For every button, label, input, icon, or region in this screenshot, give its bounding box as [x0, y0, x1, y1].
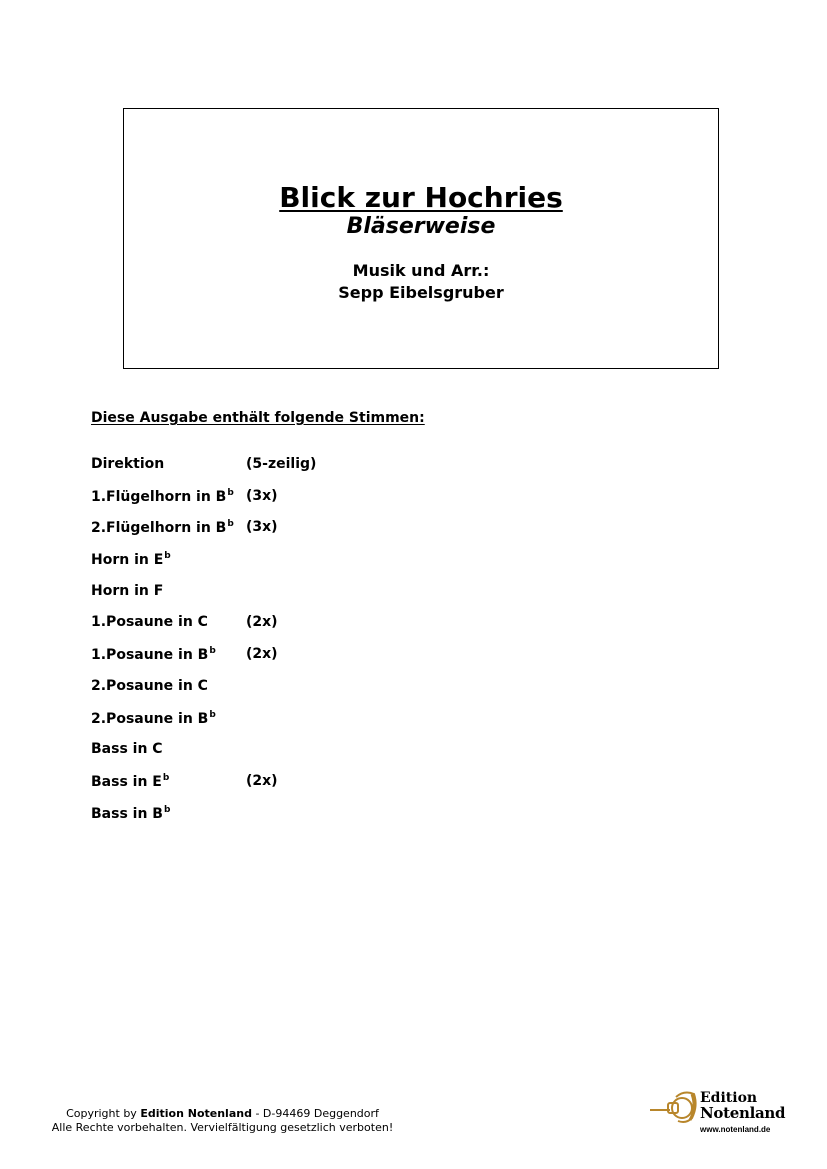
publisher-address: - D-94469 Deggendorf [255, 1107, 379, 1120]
part-count: (2x) [246, 646, 278, 663]
part-name [91, 488, 234, 505]
part-name [91, 646, 216, 663]
part-count: (3x) [246, 487, 278, 504]
part-name [91, 805, 170, 822]
publisher-name: Edition Notenland [140, 1107, 252, 1120]
publisher-logo [648, 1088, 786, 1138]
part-name-text: Bass in B [91, 805, 163, 822]
key-flat-superscript: b [164, 551, 171, 562]
part-count: (2x) [246, 614, 278, 631]
piece-subtitle: Bläserweise [346, 214, 496, 239]
part-name-text: 2.Posaune in C [91, 677, 208, 694]
part-name-text: 1.Flügelhorn in B [91, 488, 227, 505]
part-name [91, 583, 163, 599]
flugelhorn-icon [648, 1088, 700, 1134]
part-name-text: Horn in E [91, 552, 164, 569]
key-flat-superscript: b [209, 646, 216, 657]
piece-title: Blick zur Hochries [279, 181, 563, 214]
part-count: (3x) [246, 519, 278, 536]
key-flat-superscript: b [209, 709, 216, 720]
part-count: (5-zeilig) [246, 456, 317, 472]
part-name-text: Bass in E [91, 773, 162, 790]
logo-line2: Notenland [700, 1104, 786, 1122]
part-name [91, 456, 164, 472]
part-name [91, 678, 208, 694]
part-name [91, 710, 216, 727]
part-name-text: 1.Posaune in B [91, 647, 209, 664]
part-name [91, 741, 163, 757]
key-flat-superscript: b [163, 804, 171, 815]
key-flat-superscript: b [227, 487, 234, 498]
part-name-text: Bass in C [91, 741, 163, 758]
rights-notice: Alle Rechte vorbehalten. Vervielfältigung gesetzlich verboten! [51, 1121, 394, 1134]
part-name [91, 773, 169, 790]
logo-line1: Edition [700, 1090, 758, 1106]
copyright-prefix: Copyright by [66, 1107, 137, 1120]
part-name-text: 2.Flügelhorn in B [91, 520, 227, 537]
logo-url: www.notenland.de [700, 1125, 771, 1134]
key-flat-superscript: b [227, 519, 234, 530]
part-count: (2x) [246, 772, 278, 789]
part-name-text: 2.Posaune in B [91, 710, 209, 727]
part-name-text: 1.Posaune in C [91, 614, 208, 631]
credit-label: Musik und Arr.: [352, 261, 490, 280]
part-name [91, 519, 234, 536]
part-name-text: Direktion [91, 456, 165, 472]
part-name [91, 614, 208, 630]
composer-name: Sepp Eibelsgruber [338, 283, 504, 302]
title-box [123, 108, 719, 369]
parts-heading: Diese Ausgabe enthält folgende Stimmen: [91, 410, 425, 426]
part-name [91, 551, 171, 568]
copyright-notice [50, 1107, 395, 1135]
part-name-text: Horn in F [91, 582, 164, 599]
key-flat-superscript: b [162, 772, 170, 783]
